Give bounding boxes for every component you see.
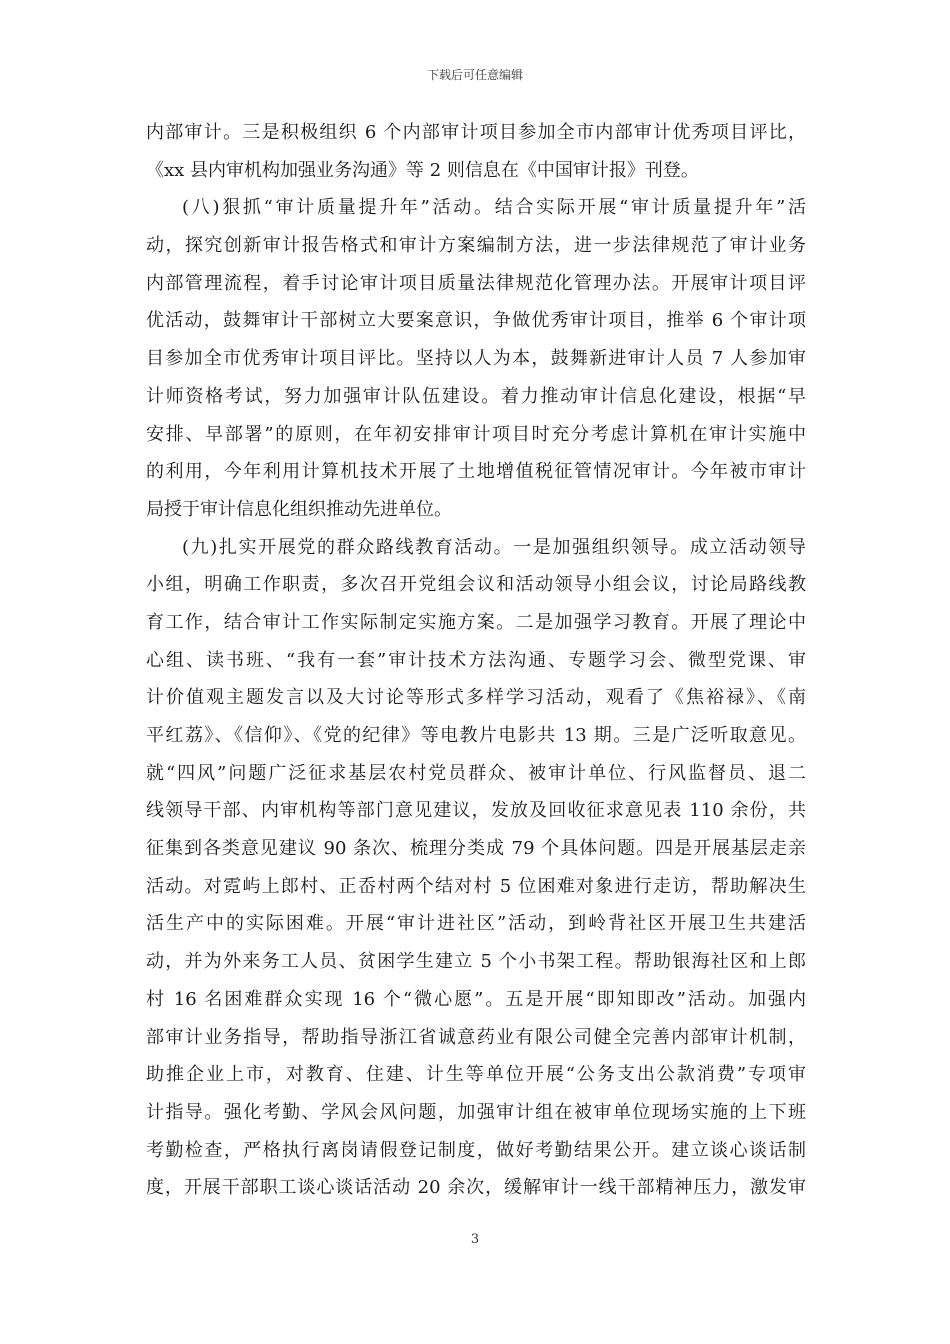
page-header: 下载后可任意编辑 [426,68,523,82]
text-line: 优活动，鼓舞审计干部树立大要案意识，争做优秀审计项目，推举 6 个审计项 [146,310,806,332]
text-line: 安排、早部署”的原则，在年初安排审计项目时充分考虑计算机在审计实施中 [146,423,806,445]
text-line: 村 16 名困难群众实现 16 个“微心愿”。五是开展“即知即改”活动。加强内 [146,988,806,1010]
paragraph [146,189,806,528]
text-line: 就“四风”问题广泛征求基层农村党员群众、被审计单位、行风监督员、退二 [146,762,806,784]
text-line: 平红荔》、《信仰》、《党的纪律》等电教片电影共 13 期。三是广泛听取意见。 [146,725,806,746]
text-line: 局授于审计信息化组织推动先进单位。 [146,498,452,520]
text-line: 征集到各类意见建议 90 条次、梳理分类成 79 个具体问题。四是开展基层走亲 [146,838,806,860]
text-line: 育工作，结合审计工作实际制定实施方案。二是加强学习教育。开展了理论中 [146,611,806,633]
text-line: 助推企业上市，对教育、住建、计生等单位开展“公务支出公款消费”专项审 [146,1064,806,1086]
page-number: 3 [470,1232,480,1247]
text-line: 活动。对霓屿上郎村、正岙村两个结对村 5 位困难对象进行走访，帮助解决生 [146,875,806,897]
text-line: 内部管理流程，着手讨论审计项目质量法律规范化管理办法。开展审计项目评 [146,272,806,294]
text-line: 的利用，今年利用计算机技术开展了土地增值税征管情况审计。今年被市审计 [146,461,806,483]
text-line: (九)扎实开展党的群众路线教育活动。一是加强组织领导。成立活动领导 [182,536,806,558]
text-line: 线领导干部、内审机构等部门意见建议，发放及回收征求意见表 110 余份，共 [146,800,806,822]
text-line: 动，探究创新审计报告格式和审计方案编制方法，进一步法律规范了审计业务 [146,235,806,257]
text-line: 计价值观主题发言以及大讨论等形式多样学习活动，观看了《焦裕禄》、《南 [146,687,806,709]
paragraph [146,529,806,1207]
text-line: 动，并为外来务工人员、贫困学生建立 5 个小书架工程。帮助银海社区和上郎 [146,951,806,973]
text-line: 部审计业务指导，帮助指导浙江省诚意药业有限公司健全完善内部审计机制， [146,1026,806,1048]
text-line: (八)狠抓“审计质量提升年”活动。结合实际开展“审计质量提升年”活 [182,197,806,219]
document-body [146,114,806,1207]
paragraph [146,114,806,189]
text-line: 小组，明确工作职责，多次召开党组会议和活动领导小组会议，讨论局路线教 [146,574,806,596]
text-line: 计师资格考试，努力加强审计队伍建设。着力推动审计信息化建设，根据“早 [146,385,806,407]
text-line: 内部审计。三是积极组织 6 个内部审计项目参加全市内部审计优秀项目评比， [146,122,806,143]
text-line: 度，开展干部职工谈心谈话活动 20 余次，缓解审计一线干部精神压力，激发审 [146,1177,806,1199]
text-line: 活生产中的实际困难。开展“审计进社区”活动，到岭背社区开展卫生共建活 [146,913,806,935]
text-line: 心组、读书班、“我有一套”审计技术方法沟通、专题学习会、微型党课、审 [146,649,806,671]
text-line: 《xx 县内审机构加强业务沟通》等 2 则信息在《中国审计报》刊登。 [146,159,699,181]
text-line: 考勤检查，严格执行离岗请假登记制度，做好考勤结果公开。建立谈心谈话制 [146,1139,806,1161]
text-line: 计指导。强化考勤、学风会风问题，加强审计组在被审单位现场实施的上下班 [146,1101,806,1123]
text-line: 目参加全市优秀审计项目评比。坚持以人为本，鼓舞新进审计人员 7 人参加审 [146,348,806,370]
